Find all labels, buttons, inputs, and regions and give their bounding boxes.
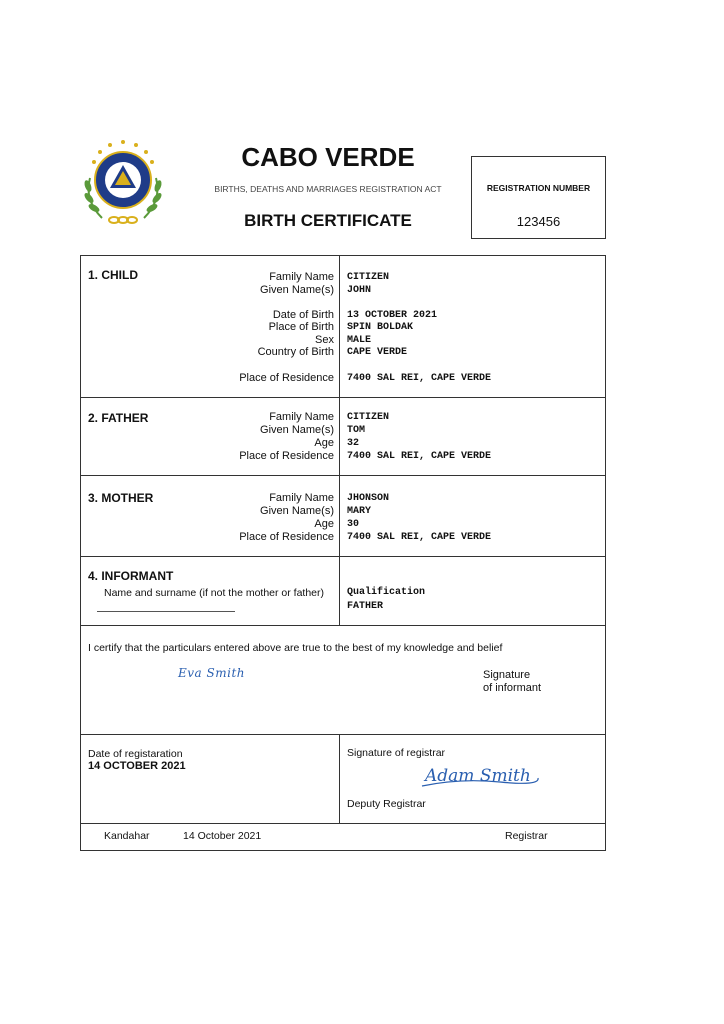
column-divider <box>339 734 340 823</box>
informant-name-line <box>97 611 235 612</box>
mother-given-name: MARY <box>347 506 372 517</box>
father-age: 32 <box>347 438 360 449</box>
father-age-label: Age <box>314 437 334 449</box>
father-residence: 7400 SAL REI, CAPE VERDE <box>347 451 492 462</box>
section-father-title: 2. FATHER <box>88 411 149 425</box>
child-given-name-label: Given Name(s) <box>260 284 334 296</box>
footer-registrar: Registrar <box>505 830 548 842</box>
registration-number-box <box>471 156 606 239</box>
registration-date: 14 OCTOBER 2021 <box>88 760 186 772</box>
registrar-signature: Adam Smith <box>425 766 531 786</box>
registration-date-label: Date of registaration <box>88 748 183 760</box>
divider <box>80 475 606 476</box>
informant-name-label: Name and surname (if not the mother or father) <box>104 587 325 599</box>
mother-family-name-label: Family Name <box>269 492 334 504</box>
father-family-name: CITIZEN <box>347 412 390 423</box>
column-divider <box>339 255 340 625</box>
child-family-name: CITIZEN <box>347 272 390 283</box>
child-given-name: JOHN <box>347 285 372 296</box>
divider <box>80 823 606 824</box>
mother-residence: 7400 SAL REI, CAPE VERDE <box>347 532 492 543</box>
mother-given-name-label: Given Name(s) <box>260 505 334 517</box>
child-sex-label: Sex <box>315 334 334 346</box>
child-pob-label: Place of Birth <box>268 321 334 333</box>
informant-signature: Eva Smith <box>178 666 245 680</box>
mother-age: 30 <box>347 519 360 530</box>
registrar-signature-label: Signature of registrar <box>347 747 446 759</box>
coat-of-arms-emblem <box>80 138 166 230</box>
mother-residence-label: Place of Residence <box>239 531 334 543</box>
section-child-title: 1. CHILD <box>88 268 139 282</box>
father-given-name-label: Given Name(s) <box>260 424 334 436</box>
child-dob: 13 OCTOBER 2021 <box>347 310 438 321</box>
certification-statement: I certify that the particulars entered above are true to the best of my knowledge and belief <box>88 642 503 654</box>
registration-number-label: REGISTRATION NUMBER <box>486 183 591 193</box>
deputy-registrar-label: Deputy Registrar <box>347 798 426 810</box>
signature-flourish <box>420 772 540 797</box>
divider <box>80 625 606 626</box>
mother-age-label: Age <box>314 518 334 530</box>
child-country-of-birth-label: Country of Birth <box>257 346 334 358</box>
informant-qualification-label: Qualification <box>347 587 426 598</box>
signature-label: Signature <box>483 669 531 681</box>
father-family-name-label: Family Name <box>269 411 334 423</box>
child-pob: SPIN BOLDAK <box>347 322 414 333</box>
of-informant-label: of informant <box>483 682 542 694</box>
child-residence-label: Place of Residence <box>239 372 334 384</box>
child-residence: 7400 SAL REI, CAPE VERDE <box>347 373 492 384</box>
mother-family-name: JHONSON <box>347 493 390 504</box>
footer-place: Kandahar <box>104 830 150 842</box>
divider <box>80 397 606 398</box>
act-title: BIRTHS, DEATHS AND MARRIAGES REGISTRATION ACT <box>214 184 442 194</box>
child-family-name-label: Family Name <box>269 271 334 283</box>
divider <box>80 734 606 735</box>
document-title: BIRTH CERTIFICATE <box>244 211 412 230</box>
informant-qualification: FATHER <box>347 601 384 612</box>
child-sex: MALE <box>347 335 372 346</box>
section-informant-title: 4. INFORMANT <box>88 569 174 583</box>
father-residence-label: Place of Residence <box>239 450 334 462</box>
divider <box>80 556 606 557</box>
country-title: CABO VERDE <box>241 142 415 172</box>
father-given-name: TOM <box>347 425 366 436</box>
child-country-of-birth: CAPE VERDE <box>347 347 408 358</box>
footer-date: 14 October 2021 <box>183 830 262 842</box>
section-mother-title: 3. MOTHER <box>88 491 154 505</box>
child-dob-label: Date of Birth <box>272 309 334 321</box>
registration-number-value: 123456 <box>516 214 561 229</box>
